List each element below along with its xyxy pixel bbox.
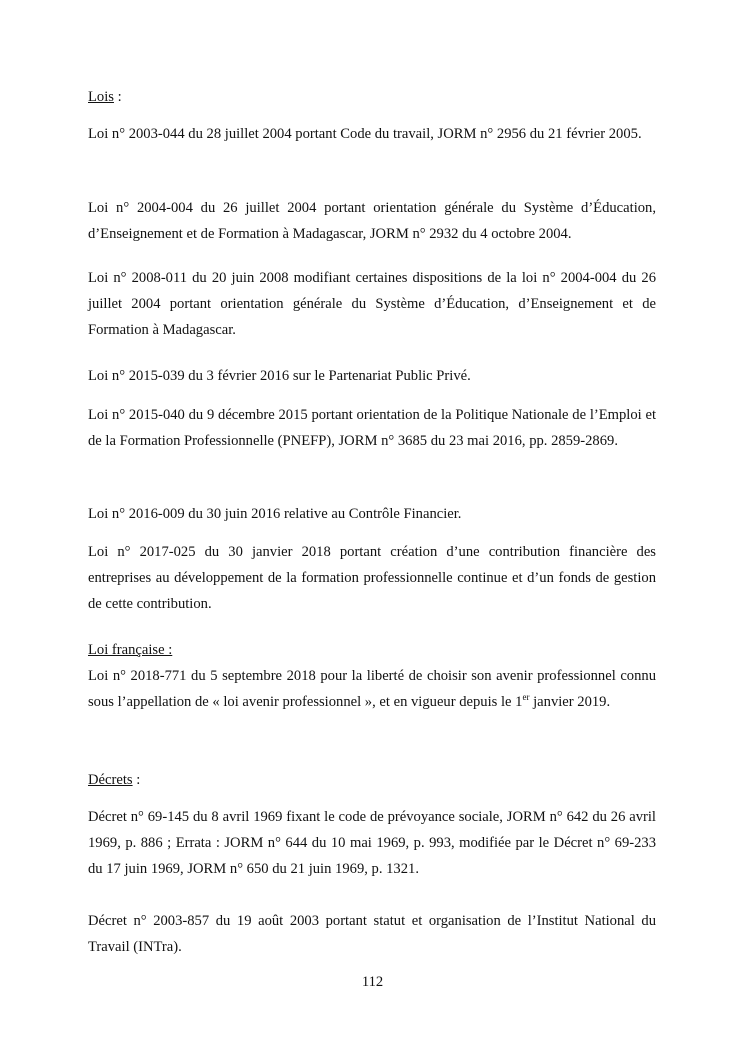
loi-francaise-heading: Loi française : bbox=[88, 642, 173, 658]
decrets-heading-colon: : bbox=[132, 772, 141, 788]
decret-2003-857: Décret n° 2003-857 du 19 août 2003 portant statut et organisation de l’Institut National du Travail (INTra). bbox=[88, 913, 656, 955]
loi-2003-044: Loi n° 2003-044 du 28 juillet 2004 portant Code du travail, JORM n° 2956 du 21 février 2005. bbox=[88, 126, 642, 142]
loi-2018-771 bbox=[88, 663, 656, 715]
document-page bbox=[88, 0, 656, 1053]
loi-2004-004: Loi n° 2004-004 du 26 juillet 2004 portant orientation générale du Système d’Éducation, d’Enseignement et de Formation à Madagascar, JORM n° 2932 du 4 octobre 2004. bbox=[88, 200, 656, 242]
decrets-heading: Décrets bbox=[88, 772, 133, 788]
lois-heading-colon: : bbox=[113, 89, 122, 105]
lois-heading: Lois bbox=[88, 89, 114, 105]
loi-2016-009: Loi n° 2016-009 du 30 juin 2016 relative au Contrôle Financier. bbox=[88, 506, 462, 522]
loi-2008-011: Loi n° 2008-011 du 20 juin 2008 modifiant certaines dispositions de la loi n° 2004-004 du 26 juillet 2004 portant orientation générale du Système d’Éducation, d’Enseignement et de Formation à Madagascar. bbox=[88, 270, 656, 338]
loi-2018-771-text-end: janvier 2019. bbox=[529, 694, 611, 710]
decrets-heading-line bbox=[88, 767, 656, 793]
page-number: 112 bbox=[361, 974, 384, 990]
loi-2017-025: Loi n° 2017-025 du 30 janvier 2018 portant création d’une contribution financière des entreprises au développement de la formation professionnelle continue et d’un fonds de gestion de cette contribution. bbox=[88, 544, 656, 612]
loi-2015-040: Loi n° 2015-040 du 9 décembre 2015 portant orientation de la Politique Nationale de l’Emploi et de la Formation Professionnelle (PNEFP), JORM n° 3685 du 23 mai 2016, pp. 2859-2869. bbox=[88, 407, 656, 449]
lois-heading-line bbox=[88, 84, 656, 110]
loi-2018-771-sup: er bbox=[522, 692, 530, 702]
decret-69-145: Décret n° 69-145 du 8 avril 1969 fixant le code de prévoyance sociale, JORM n° 642 du 26 avril 1969, p. 886 ; Errata : JORM n° 644 du 10 mai 1969, p. 993, modifiée par le Décret n° 69-233 du 17 juin 1969, JORM n° 650 du 21 juin 1969, p. 1321. bbox=[88, 809, 656, 877]
loi-francaise-heading-line bbox=[88, 637, 656, 663]
loi-2018-771-text: Loi n° 2018-771 du 5 septembre 2018 pour la liberté de choisir son avenir professionnel connu sous l’appellation de « loi avenir professionnel », et en vigueur depuis le 1 bbox=[88, 668, 656, 710]
loi-2015-039: Loi n° 2015-039 du 3 février 2016 sur le Partenariat Public Privé. bbox=[88, 368, 471, 384]
